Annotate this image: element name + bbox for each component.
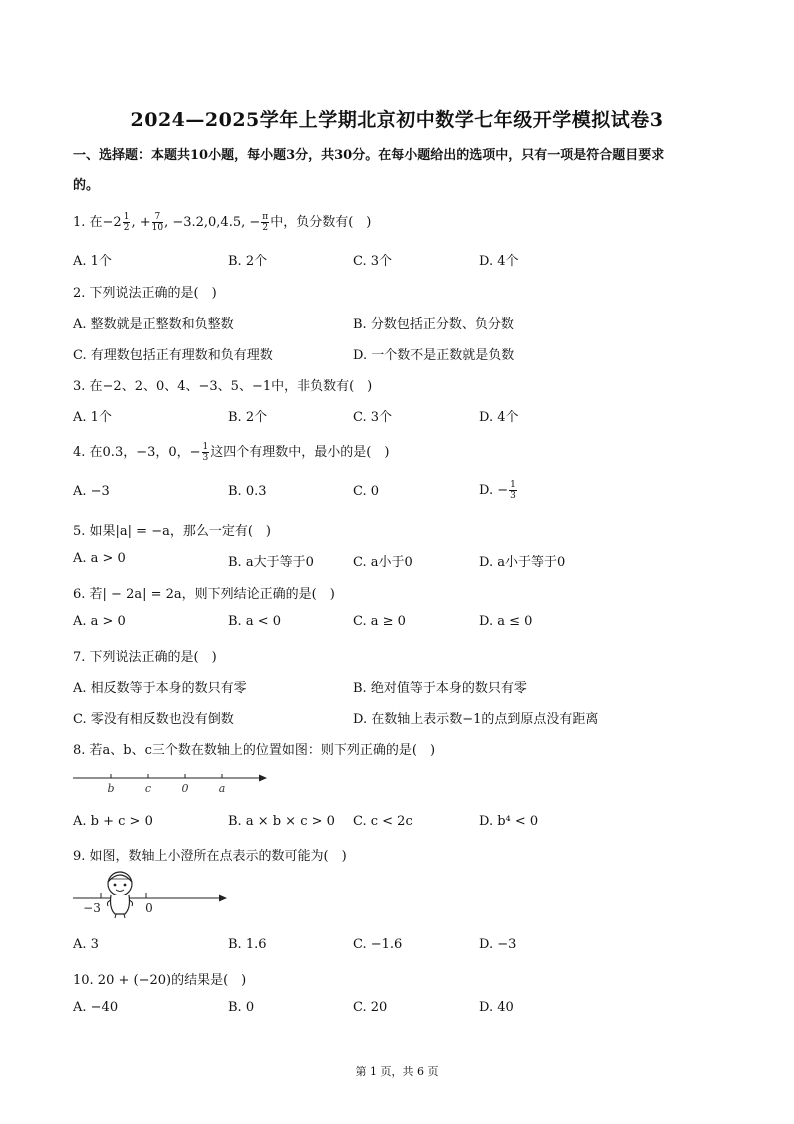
option-b[interactable]: B. 0.3 — [228, 484, 267, 499]
question-7-options-row1 — [73, 677, 733, 697]
question-10-options — [73, 1000, 733, 1020]
option-c[interactable]: C. −1.6 — [353, 937, 403, 952]
option-a[interactable]: A. 3 — [73, 937, 99, 952]
question-5-options — [73, 551, 733, 571]
question-10-stem: 10. 20 + (−20)的结果是( ) — [73, 973, 247, 988]
section-heading-line1: 一、选择题：本题共10小题，每小题3分，共30分。在每小题给出的选项中，只有一项是符合题目要求 — [73, 148, 665, 163]
option-b[interactable]: B. a × b × c > 0 — [228, 814, 335, 829]
option-d[interactable]: D. 一个数不是正数就是负数 — [353, 348, 515, 363]
option-b[interactable]: B. 2个 — [228, 254, 268, 269]
option-d[interactable]: D. 4个 — [479, 410, 519, 425]
question-6-options — [73, 614, 733, 634]
option-c[interactable]: C. 3个 — [353, 254, 393, 269]
question-6-stem: 6. 若| − 2a| = 2a，则下列结论正确的是( ) — [73, 587, 335, 602]
fraction: $\frac{1}{3}$ — [510, 480, 516, 501]
question-7-stem: 7. 下列说法正确的是( ) — [73, 650, 217, 665]
question-1-options — [73, 250, 733, 270]
option-d[interactable]: D. a小于等于0 — [479, 555, 566, 570]
fraction: $\frac{\pi}{2}$ — [262, 212, 269, 233]
option-d[interactable]: D. 4个 — [479, 254, 519, 269]
option-c[interactable]: C. a小于0 — [353, 555, 413, 570]
option-a[interactable]: A. a > 0 — [73, 614, 126, 629]
option-a[interactable]: A. −40 — [73, 1000, 119, 1015]
question-9-options — [73, 937, 733, 957]
option-a[interactable]: A. a > 0 — [73, 551, 126, 566]
option-b[interactable]: B. 1.6 — [228, 937, 267, 952]
option-b[interactable]: B. 绝对值等于本身的数只有零 — [353, 681, 527, 696]
axis-label-c: c — [144, 782, 152, 795]
option-d[interactable]: D. a ≤ 0 — [479, 614, 533, 629]
axis-label-0: 0 — [181, 782, 189, 795]
option-a[interactable]: A. 相反数等于本身的数只有零 — [73, 681, 247, 696]
option-c[interactable]: C. 20 — [353, 1000, 388, 1015]
axis-label-b: b — [107, 782, 115, 795]
option-d[interactable]: D. −3 — [479, 937, 517, 952]
option-b[interactable]: B. 0 — [228, 1000, 255, 1015]
number-line-figure-q9 — [73, 868, 233, 922]
question-5-stem: 5. 如果|a| = −a，那么一定有( ) — [73, 524, 271, 539]
option-d[interactable]: D. 在数轴上表示数−1的点到原点没有距离 — [353, 712, 599, 727]
axis-label-neg3: −3 — [83, 901, 101, 915]
option-b[interactable]: B. 2个 — [228, 410, 268, 425]
option-a[interactable]: A. b + c > 0 — [73, 814, 153, 829]
question-3-options — [73, 406, 733, 426]
option-b[interactable]: B. 分数包括正分数、负分数 — [353, 317, 514, 332]
axis-arrow-icon — [219, 895, 227, 902]
question-8-stem: 8. 若a、b、c三个数在数轴上的位置如图：则下列正确的是( ) — [73, 743, 436, 758]
axis-arrow-icon — [259, 775, 267, 782]
option-a[interactable]: A. 整数就是正整数和负整数 — [73, 317, 234, 332]
option-c[interactable]: C. 0 — [353, 484, 380, 499]
page-footer: 第 1 页，共 6 页 — [355, 1065, 439, 1078]
option-d[interactable]: D. b⁴ < 0 — [479, 814, 539, 829]
option-c[interactable]: C. 3个 — [353, 410, 393, 425]
page-title: 2024—2025学年上学期北京初中数学七年级开学模拟试卷3 — [130, 109, 664, 131]
fraction: $\frac{1}{2}$ — [123, 212, 130, 233]
option-c[interactable]: C. 有理数包括正有理数和负有理数 — [73, 348, 273, 363]
section-heading-line2: 的。 — [73, 178, 100, 193]
option-b[interactable]: B. a < 0 — [228, 614, 281, 629]
question-9-stem: 9. 如图，数轴上小澄所在点表示的数可能为( ) — [73, 849, 347, 864]
question-1-stem: 1. 在−2 $\frac{1}{2}$ , + $\frac{7}{10}$ , −3.2,0,4.5, − $\frac{\pi}{2}$ 中，负分数有( ) — [73, 212, 372, 233]
option-a[interactable]: A. 1个 — [73, 410, 112, 425]
question-3-stem: 3. 在−2、2、0、4、−3、5、−1中，非负数有( ) — [73, 379, 373, 394]
question-7-options-row2 — [73, 708, 733, 728]
axis-label-a: a — [218, 782, 226, 795]
question-4-stem: 4. 在0.3，−3，0，− $\frac{1}{3}$ 这四个有理数中，最小的是( ) — [73, 442, 390, 463]
fraction: $\frac{1}{3}$ — [202, 442, 209, 463]
question-2-options-row2 — [73, 344, 733, 364]
number-line-figure-q8 — [73, 772, 273, 798]
option-c[interactable]: C. a ≥ 0 — [353, 614, 406, 629]
question-2-stem: 2. 下列说法正确的是( ) — [73, 286, 217, 301]
axis-label-0: 0 — [145, 901, 153, 915]
option-d[interactable]: D. − $\frac{1}{3}$ — [479, 480, 516, 501]
question-8-options — [73, 814, 733, 834]
cartoon-character-icon — [107, 872, 132, 918]
option-b[interactable]: B. a大于等于0 — [228, 555, 314, 570]
option-a[interactable]: A. 1个 — [73, 254, 112, 269]
option-d[interactable]: D. 40 — [479, 1000, 514, 1015]
question-4-options — [73, 480, 733, 504]
question-2-options-row1 — [73, 313, 733, 333]
option-c[interactable]: C. 零没有相反数也没有倒数 — [73, 712, 234, 727]
option-c[interactable]: C. c < 2c — [353, 814, 413, 829]
option-a[interactable]: A. −3 — [73, 484, 110, 499]
fraction: $\frac{7}{10}$ — [151, 212, 164, 233]
